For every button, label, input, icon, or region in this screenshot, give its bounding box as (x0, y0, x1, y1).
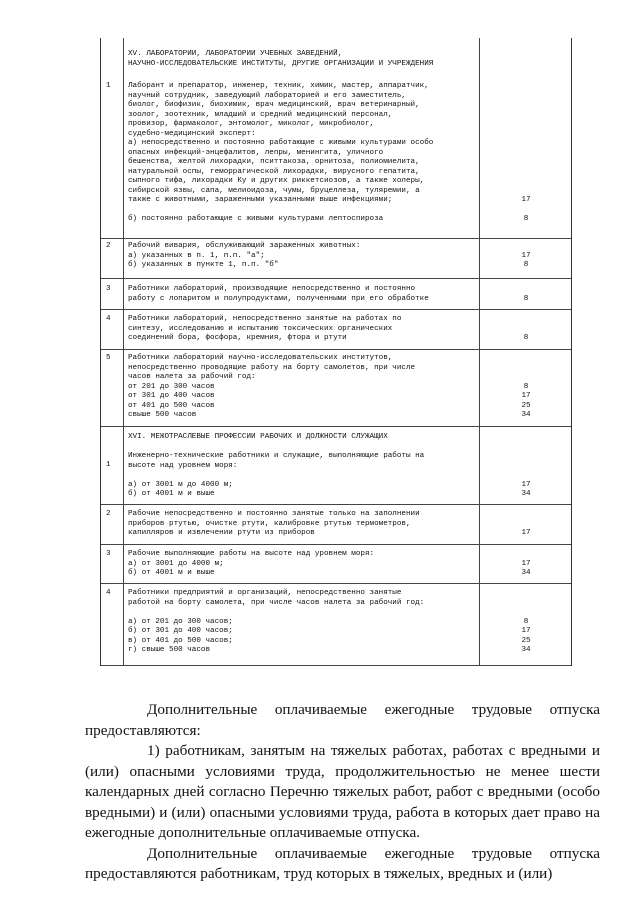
row-text: Работники лабораторий научно-исследовательских институтов, непосредственно проводящие работу на борту самолетов, при числе часов налета за рабочий год: от 201 до 300 часов от 301 до 400 часов от 401 до 500 часов свыше 500 часов (128, 354, 416, 419)
row-number: 3 (106, 550, 111, 558)
row-text: Рабочий вивария, обслуживающий зараженных животных: а) указанных в п. 1, п.п. "а"; б) указанных в пункте 1, п.п. "б" (128, 242, 361, 269)
column-divider-value (479, 38, 480, 666)
row-text: Рабочие выполняющие работы на высоте над уровнем моря: а) от 3001 до 4000 м; б) от 4001 м и выше (128, 550, 375, 577)
row-divider (101, 426, 571, 427)
row-text: Работники лабораторий, непосредственно занятые на работах по синтезу, исследованию и испытанию токсических органических соединений бора, фосфора, кремния, фтора и ртути (128, 315, 402, 342)
row-days: 17 34 (521, 559, 531, 577)
section-xv-heading: XV. ЛАБОРАТОРИИ, ЛАБОРАТОРИИ УЧЕБНЫХ ЗАВЕДЕНИЙ, НАУЧНО-ИССЛЕДОВАТЕЛЬСКИЕ ИНСТИТУТЫ, ДРУГИЕ ОРГАНИЗАЦИИ И УЧРЕЖДЕНИЯ (128, 50, 434, 68)
hazard-leave-table (100, 38, 572, 666)
table-bottom-border (101, 665, 571, 666)
row-days: 8 (523, 294, 529, 303)
row-number: 5 (106, 354, 111, 362)
row-days: 8 (523, 334, 529, 342)
row-number: 4 (106, 315, 111, 323)
row-days: 17 8 (521, 251, 531, 269)
row-text: Работники лабораторий, производящие непосредственно и постоянно работу с лопаритом и полупродуктами, полученными при его обработке (128, 285, 429, 303)
row-days: 17 (521, 529, 531, 537)
row-divider (101, 583, 571, 584)
paragraph-continuation: Дополнительные оплачиваемые ежегодные трудовые отпуска предоставляются работникам, труд которых в тяжелых, вредных и (или) (85, 844, 600, 882)
row-days: 17 34 (521, 480, 531, 498)
row-text: Инженерно-технические работники и служащие, выполняющие работы на высоте над уровнем моря: а) от 3001 м до 4000 м; б) от 4001 м и выше (128, 452, 425, 498)
row-divider (101, 238, 571, 239)
paragraph-intro: Дополнительные оплачиваемые ежегодные трудовые отпуска предоставляются: (85, 701, 600, 739)
row-divider (101, 309, 571, 310)
row-number: 1 (106, 82, 111, 90)
row-number: 4 (106, 589, 111, 597)
row-number: 3 (106, 285, 111, 293)
row-text: Лаборант и препаратор, инженер, техник, химик, мастер, аппаратчик, научный сотрудник, заведующий лабораторией и его заместитель, биолог, биофизик, биохимик, врач медицинский, врач ветеринарный, зоолог, зоотехник, младший и средний медицинский персонал, провизор, фармаколог, энтомолог, миколог, микробиолог, судебно-медицинский эксперт: а) непосредственно и постоянно работающие с живыми культурами особо опасных инфекций-энцефалитов, лепры, менингита, уличного бешенства, желтой лихорадки, пситтакоза, орнитоза, полиомиелита, натуральной оспы, геморрагической лихорадки, вирусного гепатита, сыпного тифа, лихорадки Ку и других риккетсиозов, а также холеры, сибирской язвы, сапа, мелиоидоза, чумы, бруцеллеза, туляремии, а также с животными, зараженными указанными выше инфекциями; б) постоянно работающие с живыми культурами лептоспироза (128, 82, 434, 223)
column-divider-num (123, 38, 124, 666)
body-text (85, 700, 600, 885)
row-divider (101, 544, 571, 545)
row-days: 8 17 25 34 (521, 382, 531, 419)
row-days: 8 17 25 34 (521, 617, 531, 654)
row-divider (101, 349, 571, 350)
row-days: 17 8 (521, 196, 531, 223)
row-number: 2 (106, 242, 111, 250)
row-number: 2 (106, 510, 111, 518)
paragraph-item-1: 1) работникам, занятым на тяжелых работах, работах с вредными и (или) опасными условиями труда, продолжительностью не менее шести календарных дней согласно Перечню тяжелых работ, работ с вредными (особо вредными) и (или) опасными условиями труда, работа в которых дает право на ежегодные дополнительные оплачиваемые отпуска. (85, 742, 600, 841)
row-number: 1 (106, 461, 111, 469)
row-divider (101, 504, 571, 505)
section-xvi-heading: XVI. МЕЖОТРАСЛЕВЫЕ ПРОФЕССИИ РАБОЧИХ И ДОЛЖНОСТИ СЛУЖАЩИХ (128, 433, 388, 441)
row-text: Работники предприятий и организаций, непосредственно занятые работой на борту самолета, при числе часов налета за рабочий год: а) от 201 до 300 часов; б) от 301 до 400 часов; в) от 401 до 500 часов; г) свыше 500 часов (128, 589, 425, 654)
row-text: Рабочие непосредственно и постоянно занятые только на заполнении приборов ртутью, очистке ртути, калибровке ртутью термометров, капилляров и извлечении ртути из приборов (128, 510, 420, 537)
row-divider (101, 278, 571, 279)
